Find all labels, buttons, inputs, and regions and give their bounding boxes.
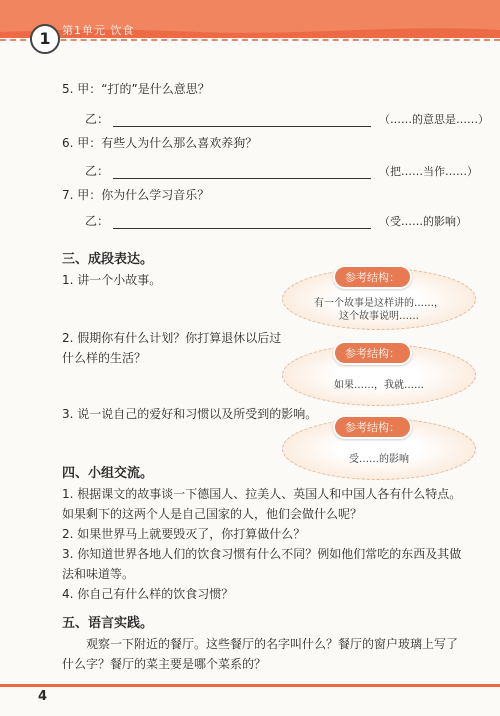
answer-hint: （受……的影响） (379, 215, 468, 228)
reference-text: 如果……，我就…… (334, 380, 424, 391)
reference-bubble-3 (282, 418, 476, 480)
page-number: 4 (38, 689, 48, 704)
section-4-item-1: 1. 根据课文的故事谈一下德国人、拉美人、英国人和中国人各有什么特点。如果剩下的这两个人是自己国家的人，他们会做什么呢？ (62, 487, 462, 521)
reference-text: 这个故事说明…… (339, 311, 419, 322)
question-6: 6. 甲：有些人为什么那么喜欢养狗？ (62, 136, 258, 150)
unit-title: 第1单元 饮食 (62, 24, 135, 37)
reference-bubble-2 (282, 344, 476, 406)
reference-text: 受……的影响 (349, 454, 409, 465)
answer-prefix: 乙： (85, 164, 110, 178)
answer-prefix: 乙： (85, 214, 110, 228)
section-4-title: 四、小组交流。 (62, 466, 154, 481)
section-4-item-3: 3. 你知道世界各地人们的饮食习惯有什么不同？例如他们常吃的东西及其做法和味道等。 (62, 547, 462, 581)
answer-blank[interactable] (113, 166, 371, 179)
section-4-item-2: 2. 如果世界马上就要毁灭了，你打算做什么？ (62, 527, 306, 541)
section-4-item-4: 4. 你自己有什么样的饮食习惯？ (62, 587, 234, 601)
answer-blank[interactable] (113, 216, 371, 229)
footer-bar (0, 684, 500, 687)
section-3-title: 三、成段表达。 (62, 252, 154, 267)
reference-label: 参考结构： (333, 415, 412, 439)
section-5-title: 五、语言实践。 (62, 616, 154, 631)
reference-label: 参考结构： (333, 265, 412, 289)
unit-number-badge: 1 (30, 24, 60, 54)
answer-line-7 (85, 212, 467, 229)
reference-bubble-1 (282, 268, 476, 330)
question-5: 5. 甲：“打的”是什么意思？ (62, 82, 210, 96)
answer-hint: （把……当作……） (379, 165, 479, 178)
question-7: 7. 甲：你为什么学习音乐？ (62, 188, 210, 202)
section-5-text: 观察一下附近的餐厅。这些餐厅的名字叫什么？餐厅的窗户玻璃上写了什么字？餐厅的菜主要是哪个菜系的？ (62, 637, 459, 671)
answer-prefix: 乙： (85, 112, 110, 126)
reference-label: 参考结构： (333, 341, 412, 365)
page-footer (0, 684, 500, 716)
header-divider (0, 39, 500, 41)
section-3-item-2: 2. 假期你有什么计划？你打算退休以后过什么样的生活？ (62, 331, 282, 365)
answer-line-5 (85, 110, 489, 127)
answer-blank[interactable] (113, 114, 371, 127)
section-3-item-3: 3. 说一说自己的爱好和习惯以及所受到的影响。 (62, 407, 318, 421)
answer-line-6 (85, 162, 478, 179)
reference-text: 有一个故事是这样讲的……， (314, 298, 444, 309)
section-3-item-1: 1. 讲一个小故事。 (62, 273, 162, 287)
answer-hint: （……的意思是……） (379, 113, 490, 126)
